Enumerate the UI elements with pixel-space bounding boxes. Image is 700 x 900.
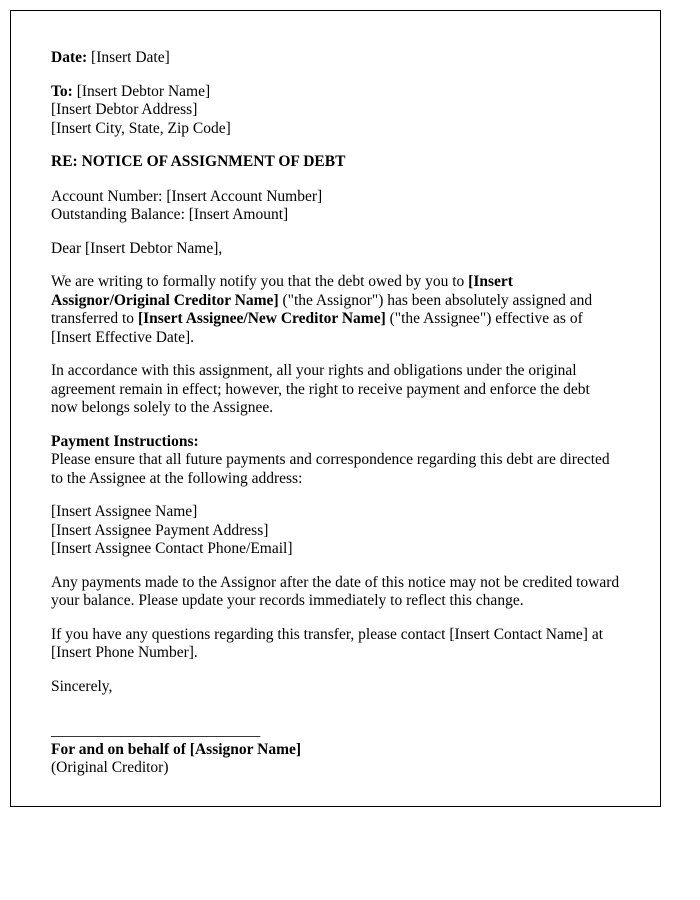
- account-block: [51, 188, 620, 225]
- date-line: [51, 49, 620, 68]
- payment-instructions-heading-text: Payment Instructions:: [51, 432, 199, 450]
- salutation-line: Dear [Insert Debtor Name],: [51, 239, 223, 257]
- subject-text: RE: NOTICE OF ASSIGNMENT OF DEBT: [51, 153, 346, 170]
- para1-seg1: We are writing to formally notify you that the debt owed by you to: [51, 273, 469, 290]
- debtor-address-line: [Insert Debtor Address]: [51, 101, 198, 118]
- signature-rule: ___________________________: [51, 722, 261, 739]
- account-number-line: Account Number: [Insert Account Number]: [51, 187, 323, 205]
- assignee-name-line: [Insert Assignee Name]: [51, 503, 198, 520]
- to-line: [51, 83, 620, 102]
- letter-page: [10, 10, 661, 807]
- rights-paragraph: In accordance with this assignment, all your rights and obligations under the original agreement remain in effect; however, the right to receive payment and enforce the debt now belongs solely to the Assignee.: [51, 362, 590, 416]
- signature-name-text: For and on behalf of [Assignor Name]: [51, 740, 302, 758]
- para1-seg3: ("the Assignor") has been absolutely assigned and transferred to: [51, 291, 593, 327]
- para1-seg5: ("the Assignee") effective as of [Insert Effective Date].: [51, 310, 583, 346]
- assignee-address-line: [Insert Assignee Payment Address]: [51, 521, 269, 539]
- date-value: [Insert Date]: [87, 49, 170, 66]
- questions-paragraph: If you have any questions regarding this transfer, please contact [Insert Contact Name] at [Insert Phone Number].: [51, 625, 604, 661]
- to-label: To:: [51, 82, 73, 100]
- assignee-placeholder: [Insert Assignee/New Creditor Name]: [137, 310, 386, 327]
- subject-line: [51, 153, 620, 172]
- assignee-phone-line: [Insert Assignee Contact Phone/Email]: [51, 540, 293, 557]
- signature-block: [51, 722, 620, 778]
- to-value: [Insert Debtor Name]: [72, 82, 211, 100]
- outstanding-balance-line: Outstanding Balance: [Insert Amount]: [51, 206, 289, 223]
- closing-line: Sincerely,: [51, 677, 113, 695]
- payment-instructions-heading: [51, 433, 620, 452]
- recipient-block: [51, 83, 620, 139]
- credited-paragraph: Any payments made to the Assignor after the date of this notice may not be credited toward your balance. Please update your records immediately to reflect this change.: [51, 573, 620, 609]
- date-label: Date:: [51, 49, 88, 66]
- payment-instructions-intro: Please ensure that all future payments and correspondence regarding this debt are directed to the Assignee at the following address:: [51, 451, 610, 487]
- assignment-paragraph: [51, 273, 620, 347]
- signature-title-line: (Original Creditor): [51, 759, 169, 776]
- signature-name-line: [51, 741, 620, 760]
- assignor-placeholder: [Insert Assignor/Original Creditor Name]: [51, 273, 513, 309]
- payment-instructions-block: [51, 433, 620, 489]
- debtor-city-line: [Insert City, State, Zip Code]: [51, 119, 231, 137]
- assignee-contact-block: [51, 503, 620, 559]
